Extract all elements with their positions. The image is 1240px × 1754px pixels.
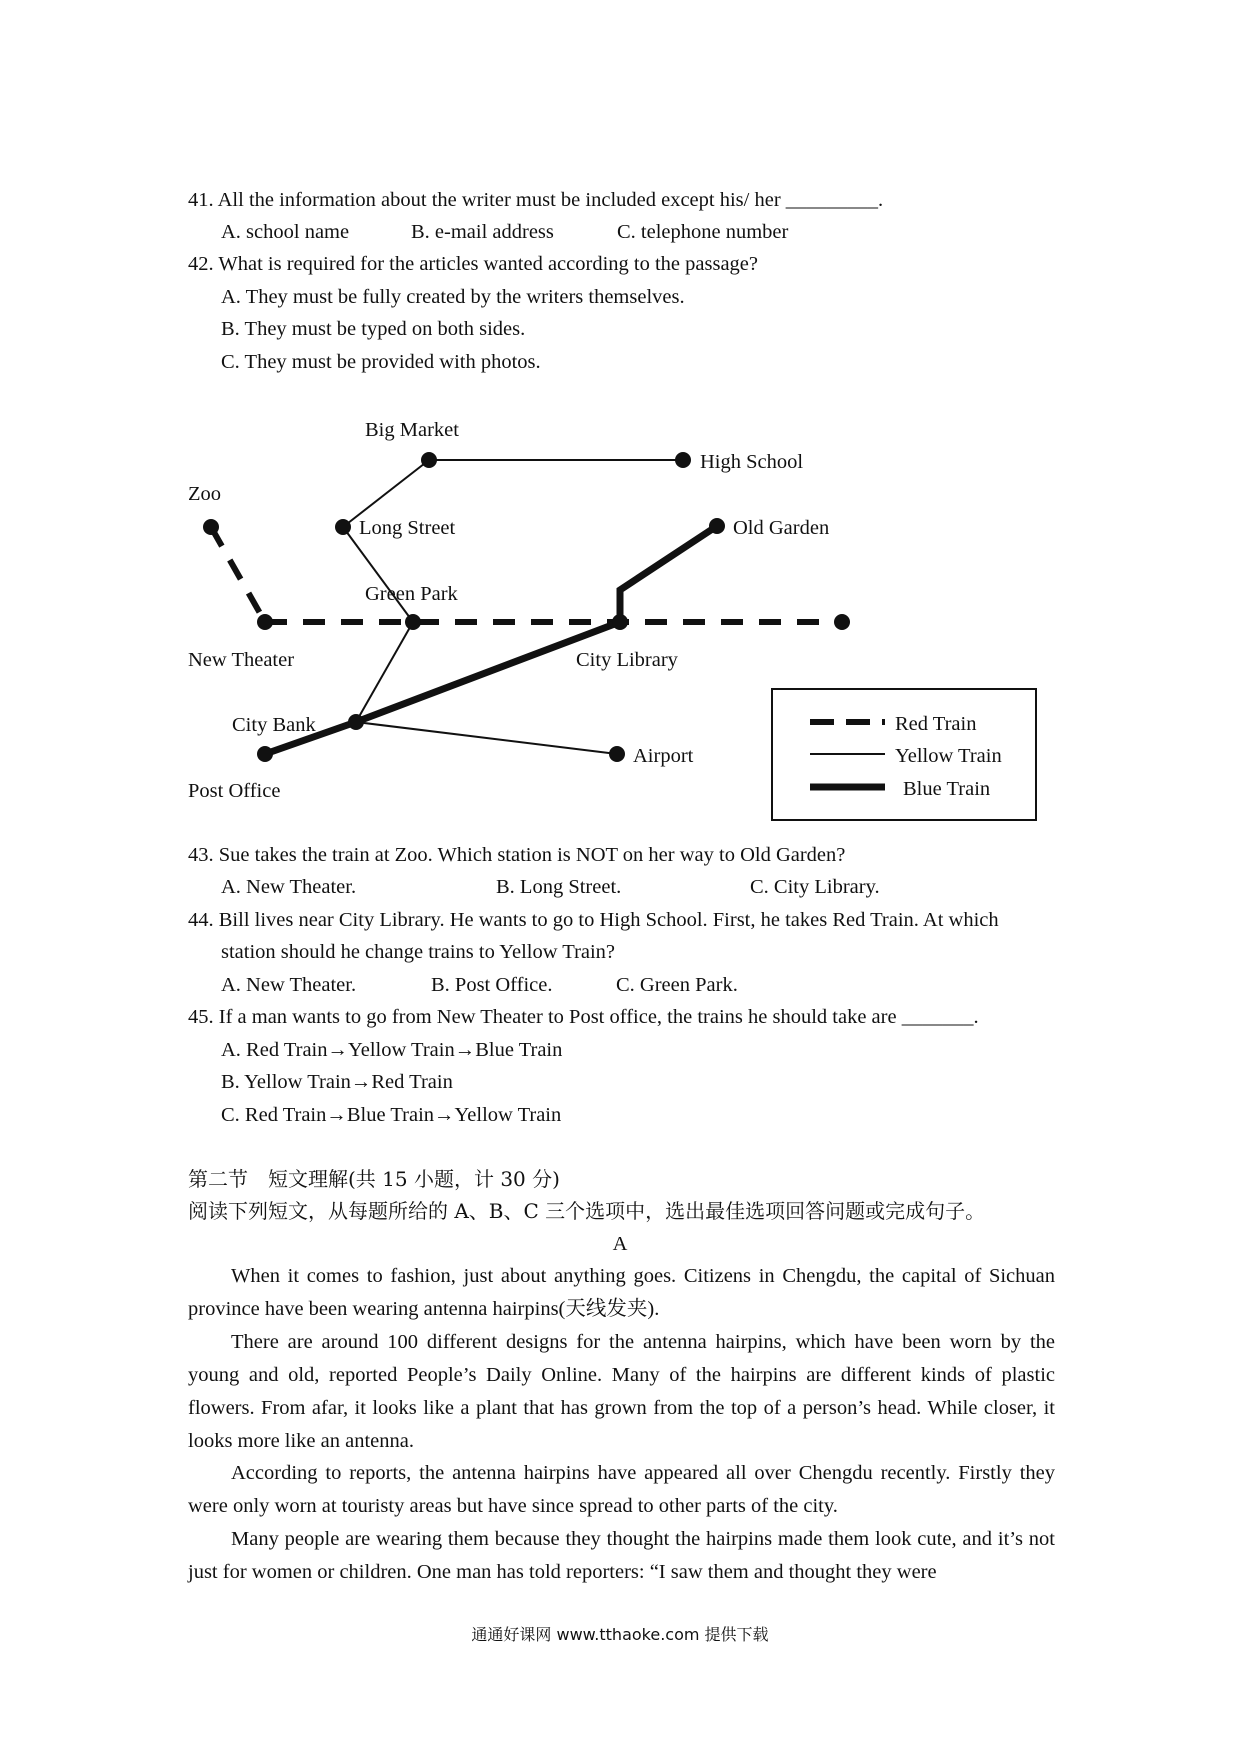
section-heading: 第二节 短文理解(共 15 小题，计 30 分) bbox=[188, 1167, 560, 1191]
q44-stem-line2: station should he change trains to Yellow Train? bbox=[221, 941, 616, 963]
station-dot-green-park bbox=[405, 614, 421, 630]
label-long-street: Long Street bbox=[359, 517, 456, 539]
q44-option-b: B. Post Office. bbox=[431, 974, 553, 996]
label-green-park: Green Park bbox=[365, 583, 458, 605]
q41-option-b: B. e-mail address bbox=[411, 221, 554, 243]
q43-option-b: B. Long Street. bbox=[496, 876, 622, 898]
station-dot-long-street bbox=[335, 519, 351, 535]
station-dot-post-office bbox=[257, 746, 273, 762]
station-dot-old-garden bbox=[709, 518, 725, 534]
q44-option-c: C. Green Park. bbox=[616, 974, 738, 996]
q42-option-b: B. They must be typed on both sides. bbox=[221, 318, 526, 340]
q42-option-a: A. They must be fully created by the writers themselves. bbox=[221, 286, 685, 308]
q42-option-c: C. They must be provided with photos. bbox=[221, 351, 541, 373]
label-post-office: Post Office bbox=[188, 780, 281, 802]
station-dot-airport bbox=[609, 746, 625, 762]
passage-paragraph-1: When it comes to fashion, just about anything goes. Citizens in Chengdu, the capital of Sichuan province have been wearing antenna hairpins(天线发夹). bbox=[188, 1265, 1055, 1320]
station-dot-zoo bbox=[203, 519, 219, 535]
q43-option-c: C. City Library. bbox=[750, 876, 880, 898]
q45-option-c: C. Red Train→Blue Train→Yellow Train bbox=[221, 1104, 562, 1126]
page-footer: 通通好课网 www.tthaoke.com 提供下载 bbox=[471, 1625, 769, 1644]
section-instruction: 阅读下列短文，从每题所给的 A、B、C 三个选项中，选出最佳选项回答问题或完成句子。 bbox=[188, 1199, 986, 1223]
label-airport: Airport bbox=[633, 745, 694, 767]
station-dot-big-market bbox=[421, 452, 437, 468]
station-dot-city-bank bbox=[348, 714, 364, 730]
q42-stem: 42. What is required for the articles wanted according to the passage? bbox=[188, 253, 758, 275]
label-new-theater: New Theater bbox=[188, 649, 295, 671]
q45-option-b: B. Yellow Train→Red Train bbox=[221, 1071, 453, 1093]
station-dot-high-school bbox=[675, 452, 691, 468]
label-city-library: City Library bbox=[576, 649, 678, 671]
label-zoo: Zoo bbox=[188, 483, 222, 505]
q41-option-c: C. telephone number bbox=[617, 221, 789, 243]
passage-paragraph-4: Many people are wearing them because they thought the hairpins made them look cute, and it’s not just for women or children. One man has told reporters: “I saw them and thought they were bbox=[188, 1528, 1055, 1583]
label-big-market: Big Market bbox=[365, 419, 459, 441]
label-high-school: High School bbox=[700, 451, 804, 473]
q44-option-a: A. New Theater. bbox=[221, 974, 357, 996]
legend-red-train: Red Train bbox=[895, 713, 977, 735]
q44-options bbox=[221, 972, 738, 998]
label-old-garden: Old Garden bbox=[733, 517, 830, 539]
legend-yellow-train: Yellow Train bbox=[895, 745, 1002, 767]
q44-stem-line1: 44. Bill lives near City Library. He wants to go to High School. First, he takes Red Train. At which bbox=[188, 909, 999, 931]
station-dot-city-library bbox=[612, 614, 628, 630]
station-dot-new-theater bbox=[257, 614, 273, 630]
blue-train-line bbox=[265, 526, 717, 754]
station-dot-east-end bbox=[834, 614, 850, 630]
q41-stem: 41. All the information about the writer must be included except his/ her _________. bbox=[188, 189, 884, 211]
q43-stem: 43. Sue takes the train at Zoo. Which station is NOT on her way to Old Garden? bbox=[188, 844, 846, 866]
q43-option-a: A. New Theater. bbox=[221, 876, 357, 898]
red-train-line bbox=[211, 527, 842, 622]
legend-blue-train: Blue Train bbox=[903, 778, 991, 800]
passage-paragraph-2: There are around 100 different designs for the antenna hairpins, which have been worn by the young and old, reported People’s Daily Online. Many of the hairpins are different kinds of plastic flowers. From afar, it looks like a plant that has grown from the top of a person’s head. While closer, it looks more like an antenna. bbox=[188, 1331, 1055, 1452]
map-legend bbox=[772, 689, 1036, 820]
q43-options bbox=[221, 874, 880, 900]
passage-paragraph-3: According to reports, the antenna hairpins have appeared all over Chengdu recently. Firstly they were only worn at touristy areas but have since spread to other parts of the city. bbox=[188, 1462, 1055, 1517]
q41-option-a: A. school name bbox=[221, 221, 350, 243]
label-city-bank: City Bank bbox=[232, 714, 316, 736]
q45-stem: 45. If a man wants to go from New Theater to Post office, the trains he should take are _______. bbox=[188, 1006, 979, 1028]
passage-label: A bbox=[612, 1233, 628, 1255]
q45-option-a: A. Red Train→Yellow Train→Blue Train bbox=[221, 1039, 563, 1061]
